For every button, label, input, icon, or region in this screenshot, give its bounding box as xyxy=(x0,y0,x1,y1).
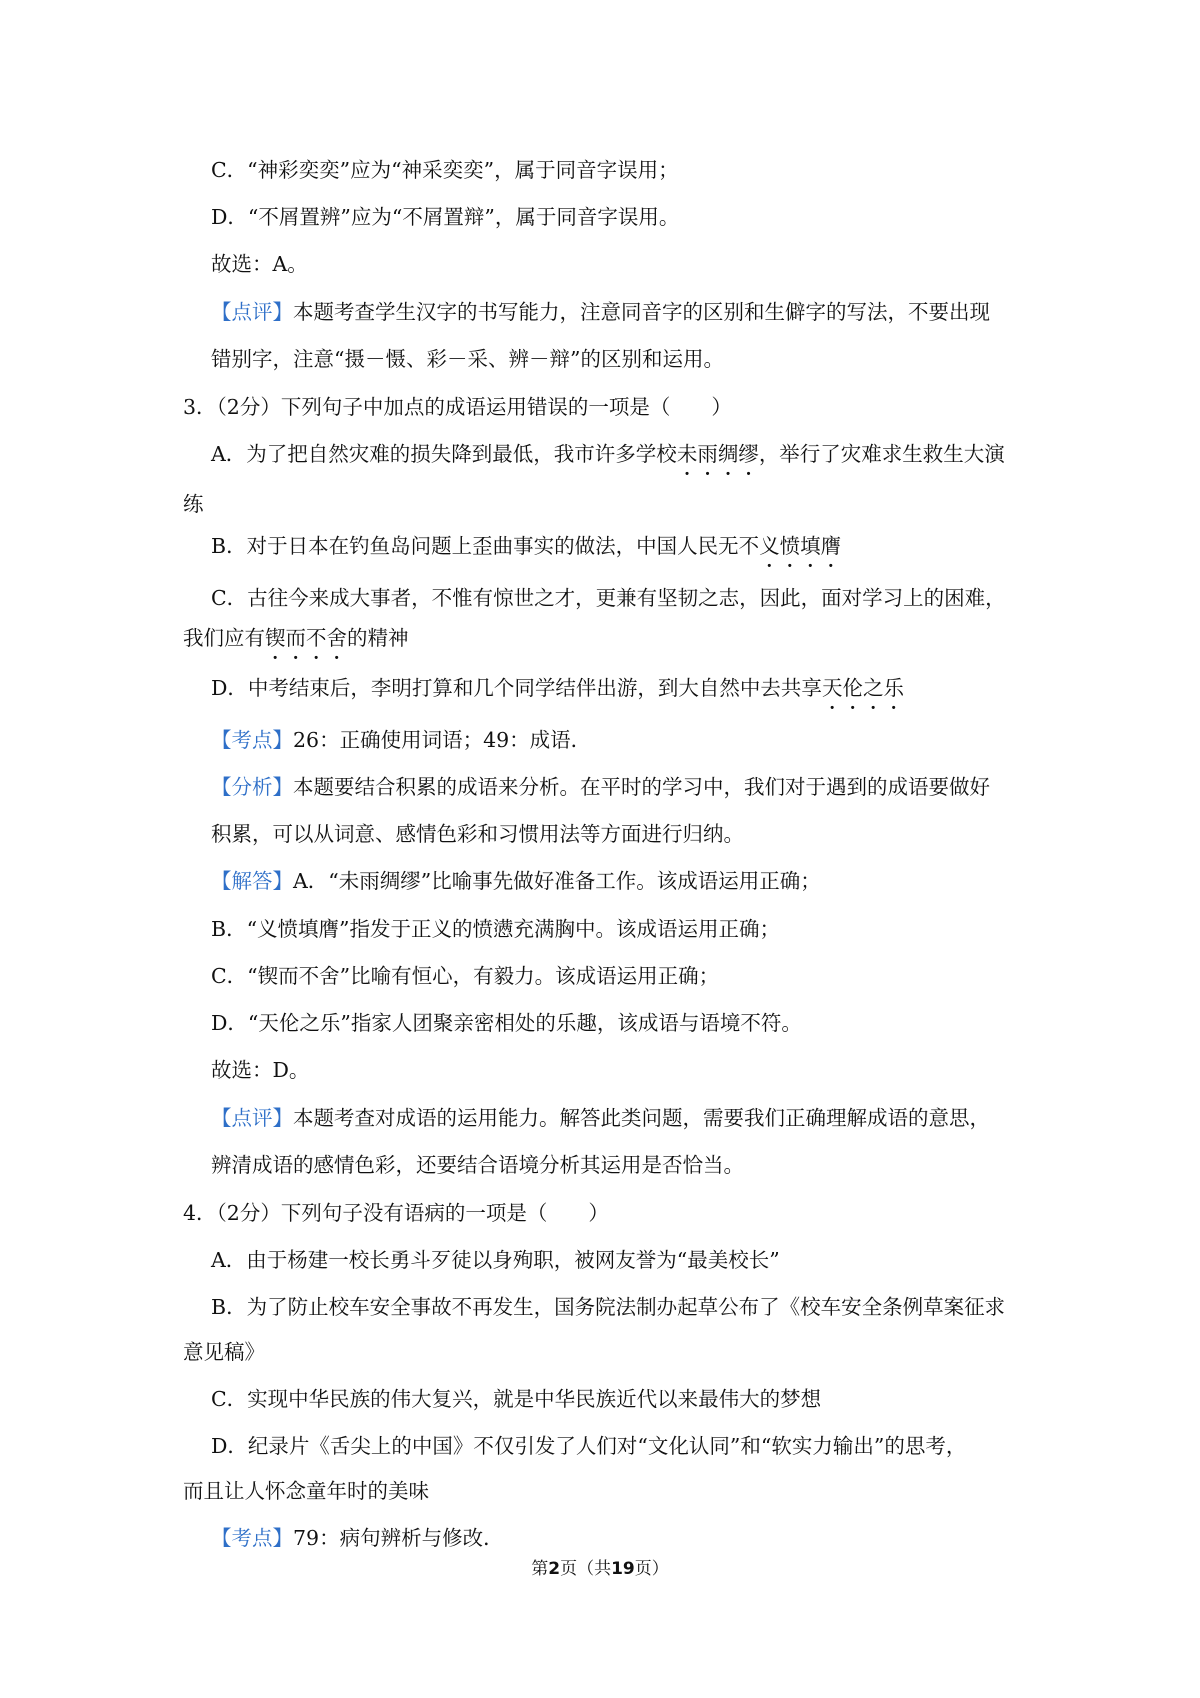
page-number: 2 xyxy=(548,1559,561,1579)
comment-text: 本题考查学生汉字的书写能力，注意同音字的区别和生僻字的写法，不要出现 xyxy=(293,300,990,324)
q3-option-c: C．古往今来成大事者，不惟有惊世之才，更兼有坚韧之志，因此，面对学习上的困难， xyxy=(211,586,1006,610)
dotted-idiom: 义愤填膺 xyxy=(759,534,842,558)
q4-kaodian: 【考点】79：病句辨析与修改． xyxy=(211,1526,504,1550)
q3-jieda-b: B．“义愤填膺”指发于正义的愤懑充满胸中。该成语运用正确； xyxy=(211,917,781,941)
dotted-idiom: 未雨绸缪 xyxy=(676,442,759,466)
prev-comment-cont: 错别字，注意“摄－慑、彩－采、辨－辩”的区别和运用。 xyxy=(211,347,724,371)
q4-option-a: A．由于杨建一校长勇斗歹徒以身殉职，被网友誉为“最美校长” xyxy=(211,1248,780,1272)
q3-fenxi-cont: 积累，可以从词意、感情色彩和习惯用法等方面进行归纳。 xyxy=(211,822,744,846)
prev-comment xyxy=(211,297,990,327)
q3-option-c-wrap: 我们应有锲而不舍的精神 xyxy=(183,626,409,650)
q4-option-d-wrap: 而且让人怀念童年时的美味 xyxy=(183,1479,429,1503)
q4-option-b-wrap: 意见稿》 xyxy=(183,1340,265,1364)
q4-option-d: D．纪录片《舌尖上的中国》不仅引发了人们对“文化认同”和“软实力输出”的思考， xyxy=(211,1434,967,1458)
page-footer: 第2页（共19页） xyxy=(531,1559,669,1579)
prev-option-d: D．“不屑置辨”应为“不屑置辩”，属于同音字误用。 xyxy=(211,205,680,229)
q3-option-a: A．为了把自然灾难的损失降到最低，我市许多学校未雨绸缪，举行了灾难求生救生大演 xyxy=(211,442,1005,466)
q4-stem: 4．（2分）下列句子没有语病的一项是（ ） xyxy=(183,1201,609,1225)
dotted-idiom: 锲而不舍 xyxy=(265,626,347,650)
q3-option-a-wrap: 练 xyxy=(183,492,204,516)
prev-option-c: C．“神彩奕奕”应为“神采奕奕”，属于同音字误用； xyxy=(211,158,679,182)
q3-pingjia-cont: 辨清成语的感情色彩，还要结合语境分析其运用是否恰当。 xyxy=(211,1153,744,1177)
q4-option-c: C．实现中华民族的伟大复兴，就是中华民族近代以来最伟大的梦想 xyxy=(211,1387,822,1411)
page-total: 19 xyxy=(611,1559,635,1579)
q3-pingjia: 【点评】本题考查对成语的运用能力。解答此类问题，需要我们正确理解成语的意思， xyxy=(211,1106,990,1130)
q3-jieda: 【解答】A．“未雨绸缪”比喻事先做好准备工作。该成语运用正确； xyxy=(211,869,821,893)
q3-kaodian: 【考点】26：正确使用词语；49：成语． xyxy=(211,728,592,752)
q3-fenxi: 【分析】本题要结合积累的成语来分析。在平时的学习中，我们对于遇到的成语要做好 xyxy=(211,775,990,799)
q3-jieda-d: D．“天伦之乐”指家人团聚亲密相处的乐趣，该成语与语境不符。 xyxy=(211,1011,802,1035)
q3-stem: 3．（2分）下列句子中加点的成语运用错误的一项是（ ） xyxy=(183,395,732,419)
dotted-idiom: 天伦之乐 xyxy=(821,676,904,700)
q3-option-b: B．对于日本在钓鱼岛问题上歪曲事实的做法，中国人民无不义愤填膺 xyxy=(211,534,842,558)
q3-answer: 故选：D。 xyxy=(211,1058,310,1082)
prev-answer: 故选：A。 xyxy=(211,252,308,276)
comment-tag: 【点评】 xyxy=(211,300,293,324)
q3-option-d: D．中考结束后，李明打算和几个同学结伴出游，到大自然中去共享天伦之乐 xyxy=(211,676,904,700)
q3-jieda-c: C．“锲而不舍”比喻有恒心，有毅力。该成语运用正确； xyxy=(211,964,720,988)
q4-option-b: B．为了防止校车安全事故不再发生，国务院法制办起草公布了《校车安全条例草案征求 xyxy=(211,1295,1006,1319)
